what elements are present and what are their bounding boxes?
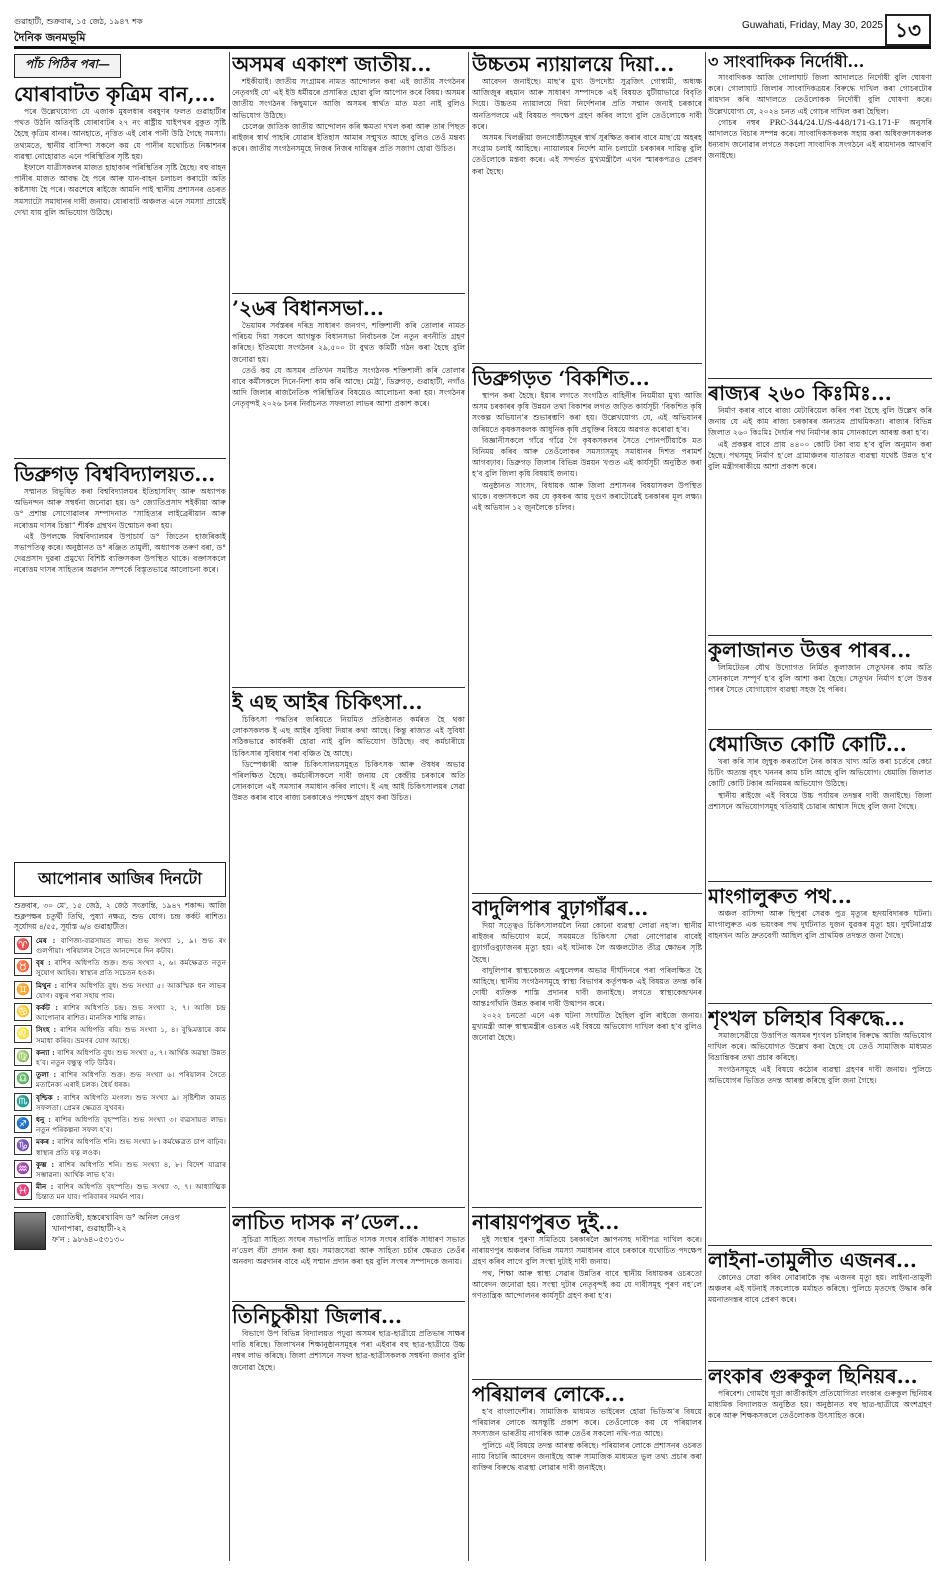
zodiac-forecast: ৰাশিৰ অধিপতি ৰবি। শুভ সংখ্যা ১, ৪। বুদ্ধিমত্তাৰে কাম সমাধা কৰিব। ভ্ৰমণৰ যোগ আছে। bbox=[36, 1025, 226, 1045]
paragraph: ইফালে যাত্ৰীসকলৰ মাজত হাহাকাৰ পৰিস্থিতিৰ সৃষ্টি হৈছে। বহু বাহন পানীৰ মাজত আবদ্ধ হৈ পৰে আৰু যান-বাহন চলাচল কৰাটো অতি কষ্টসাধ্য হৈ পৰে। অৱশেষে ৰাইজে আমনি পাই স্থানীয় প্ৰশাসনৰ ওচৰত সমস্যাটো সমাধানৰ দাবী জনায়। যোৰাবাট অঞ্চলত এনে সমস্যা প্ৰায়েই দেখা যায় বুলি অভিযোগ উঠিছে। bbox=[14, 163, 226, 217]
headline: তিনিচুকীয়া জিলাৰ... bbox=[232, 1304, 402, 1328]
paragraph: সুচিত্ৰা সাহিত্য সংঘৰ সভাপতি লাচিত দাসক সংঘৰ বাৰ্ষিক সাধাৰণ সভাত ন’ডেল বঁটা প্ৰদান কৰা হয়। সমাজসেৱা আৰু সাহিত্য চৰ্চাৰ ক্ষেত্ৰত তেওঁৰ অনবদ্য অৱদানৰ বাবে এই সম্মান প্ৰদান কৰা হয় বুলি সংঘৰ সম্পাদকে জনায়। bbox=[232, 1235, 465, 1267]
paragraph: আবেদন জনাইছে। মাছ’ৰ মুখ্য উপদেষ্টা সুব্ৰজিৎ গোস্বামী, অধ্যক্ষ আজিজুৰ ৰহমান আৰু সাধাৰণ সম্পাদকে এই বিষয়ত যুটীয়াভাৱে বিবৃতি দিয়ে। উচ্চতম ন্যায়ালয়ে দিয়া নিৰ্দেশনাৰ প্ৰতি সন্মান জনাই চৰকাৰে অনতিপলমে এই বিষয়ত পদক্ষেপ গ্ৰহণ কৰিব লাগে বুলি তেওঁলোকে দাবী কৰে। bbox=[472, 77, 702, 131]
paper-name: দৈনিক জনমভূমি bbox=[14, 31, 86, 44]
zodiac-forecast: ৰাশিৰ অধিপতি শনি। শুভ সংখ্যা ৪, ৮। বিদেশ যাত্ৰাৰ সম্ভাৱনা। আৰ্থিক লাভ হ’ব। bbox=[36, 1159, 226, 1180]
zodiac-name: কন্যা : bbox=[36, 1047, 55, 1057]
paragraph: বিভাগে উপ বিভিন্ন বিদ্যালয়ত পঢ়ুৱা অসমৰ ছাত্ৰ-ছাত্ৰীয়ে প্ৰতিভাৰ সাক্ষৰ দাঙি ধৰিছে। জিলাখনৰ শিক্ষানুষ্ঠানসমূহৰ পৰা এইবাৰ বহু ছাত্ৰ-ছাত্ৰীয়ে উচ্চ নম্বৰ লাভ কৰিছে। জিলা প্ৰশাসনে সফল ছাত্ৰ-ছাত্ৰীসকলক সম্বৰ্ধনা জনাব বুলি জনোৱা হৈছে। bbox=[232, 1329, 465, 1372]
paragraph: কোনেও সেৱা কৰিব নোৱাৰাকৈ বৃদ্ধ এজনৰ মৃত্যু হয়। লাইনা-তামুলী অঞ্চলৰ এই ঘটনাই সকলোকে মৰ্মাহত কৰিছে। পুলিচে মৃতদেহ উদ্ধাৰ কৰি ময়নাতদন্তৰ বাবে প্ৰেৰণ কৰে। bbox=[708, 1273, 932, 1305]
section-rule bbox=[708, 1361, 932, 1362]
headline: ৰাজ্যৰ ২৬০ কিঃমিঃ... bbox=[708, 381, 892, 405]
masthead bbox=[14, 14, 931, 44]
paragraph: তেওঁ কয় যে অসমৰ প্ৰতিখন সমষ্টিত সংগঠনক শক্তিশালী কৰি তোলাৰ বাবে কৰ্মীসকলে দিনে-নিশা কাম কৰি আছে। মেট্ৰ’, ডিব্ৰুগড়, গুৱাহাটী, নগাঁও আদি জিলাৰ ৰাজনৈতিক পৰিস্থিতিৰ বিষয়েও আলোচনা কৰা হয়। সংগঠনৰ নেতৃবৃন্দই ২০২৬ চনৰ নিৰ্বাচনত সফলতা লাভৰ আশা প্ৰকাশ কৰে। bbox=[232, 365, 465, 409]
section-rule bbox=[232, 293, 465, 294]
article-body bbox=[708, 1388, 932, 1422]
paragraph: দিয়া সত্ত্বেও চিকিৎসালয়লৈ নিয়া কোনো ব্যৱস্থা লোৱা নহ’ল। স্থানীয় ৰাইজৰ অভিযোগ মৰ্মে, সময়মতে চিকিৎসা সেৱা নোপোৱাৰ বাবেই বুঢ়াগাঁওবুঢ়াজনৰ মৃত্যু হয়। এই ঘটনাক লৈ অঞ্চলটোত তীব্ৰ ক্ষোভৰ সৃষ্টি হৈছে। bbox=[472, 921, 702, 964]
paragraph: এই উপলক্ষে বিশ্ববিদ্যালয়ৰ উপাচাৰ্য ড° জিতেন হাজৰিকাই সভাপতিত্ব কৰে। অনুষ্ঠানত ড° ৰঞ্জিত তামুলী, অধ্যাপক তৰুণ বৰা, ড° দেৱপ্ৰসাদ দুৱৰা প্ৰমুখ্যে বিশিষ্ট ব্যক্তিসকল উপস্থিত থাকে। বক্তাসকলে নৰোত্তম দাসৰ সাহিত্যৰ অৱদান সম্পৰ্কে বিস্তৃতভাৱে আলোচনা কৰে। bbox=[14, 531, 226, 575]
story bbox=[472, 1210, 702, 1378]
headline: ই এছ আইৰ চিকিৎসা... bbox=[232, 690, 423, 714]
headline: ডিব্ৰুগড় বিশ্ববিদ্যালয়ত... bbox=[14, 462, 216, 486]
headline: ’২৬ৰ বিধানসভা... bbox=[232, 296, 384, 320]
headline: লাইনা-তামুলীত এজনৰ... bbox=[708, 1248, 917, 1272]
zodiac-sign bbox=[14, 936, 226, 956]
paragraph: দুই সংস্থাৰ পুৰণা সমিতিয়ে চৰকাৰলৈ জ্ঞাপনসহ দাবীপত্ৰ দাখিল কৰে। নাৰায়ণপুৰ অঞ্চলৰ বিভিন্ন সমস্যা সমাধানৰ বাবে চৰকাৰে যথোচিত পদক্ষেপ গ্ৰহণ কৰিব লাগে বুলি সংস্থা দুটাই দাবী জনায়। bbox=[472, 1235, 702, 1267]
zodiac-name: কৰ্কট : bbox=[36, 1003, 58, 1012]
zodiac-sign bbox=[14, 1115, 226, 1135]
headline: ধেমাজিত কোটি কোটি... bbox=[708, 732, 907, 756]
zodiac-icon: ♐ bbox=[14, 1115, 32, 1133]
zodiac-text bbox=[36, 1160, 226, 1180]
column-divider bbox=[229, 52, 230, 1561]
paragraph: লিমিটেডৰ যৌথ উদ্যোগত নিৰ্মিত কুলাজান সেতুখনৰ কাম অতি সোনকালে সম্পূৰ্ণ হ’ব বুলি আশা কৰা হৈছে। সেতুখন নিৰ্মাণ হ’লে উত্তৰ পাৰৰ সৈতে যোগাযোগ ব্যৱস্থা সহজ হৈ পৰিব। bbox=[708, 663, 932, 695]
paragraph: সাংবাদিকক আজি গোলাঘাট জিলা আদালতে নিৰ্দোষী বুলি ঘোষণা কৰে। গোলাঘাট জিলাৰ সাংবাদিকত্ৰয়ৰ বিৰুদ্ধে দাখিল কৰা গোচৰটোৰ ৰায়দান কৰি আদালতে তেওঁলোকক নিৰ্দোষী বুলি ঘোষণা কৰে। উল্লেখযোগ্য যে, ২০২৪ চনত এই গোচৰ দাখিল কৰা হৈছিল। bbox=[708, 73, 932, 116]
headline: যোৰাবাটত কৃত্ৰিম বান,... bbox=[14, 82, 216, 106]
article-body bbox=[708, 405, 932, 472]
story bbox=[472, 366, 702, 892]
article-body bbox=[708, 756, 932, 812]
article-body bbox=[708, 1030, 932, 1086]
section-rule bbox=[472, 893, 702, 894]
zodiac-sign bbox=[14, 981, 226, 1001]
astrologer-phone: ফ'ন : ৯৮৬৪০৫৩১৩০ bbox=[52, 1234, 125, 1244]
paragraph: পৰে উল্লেখযোগ্য যে এজাক মুষলধাৰ বৰষুণৰ ফলত গুৱাহাটীৰ পথত উঠনি অতিবৃষ্টি যোৰাবাটৰ ২৭ নং ৰাষ্ট্ৰীয় ঘাইপথৰ বুকুত সৃষ্টি হৈছে কৃত্ৰিম বানৰ। আনহাতে, নৃত্তিত এই বোৰ পানী উঠি গৈছে সমস্যা। তথ্যমতে, স্থানীয় বাসিন্দা সকলে কয় যে পানীৰ যথোচিত নিষ্কাশনৰ ব্যৱস্থা নোহোৱাত এনে পৰিস্থিতিৰ সৃষ্টি হয়। bbox=[14, 107, 226, 161]
story bbox=[708, 1248, 932, 1360]
zodiac-sign bbox=[14, 1137, 226, 1157]
zodiac-forecast: ৰাশিৰ অধিপতি বুধ। শুভ সংখ্যা ৫। আকস্মিক ধন লাভৰ যোগ। বন্ধুৰ পৰা সহায় পাব। bbox=[36, 980, 226, 1000]
zodiac-name: মেষ : bbox=[36, 935, 56, 945]
paragraph: পৰিবেশ। গোমধৈ ঘূণ্ৰা কাৰ্তীকাইস প্ৰতিযোগিতা লংকাৰ গুৰুকুল ছিনিয়ৰ মাধ্যমিক বিদ্যালয়ত অনুষ্ঠিত হয়। অনুষ্ঠানত বহু ছাত্ৰ-ছাত্ৰীয়ে অংশগ্ৰহণ কৰে আৰু শিক্ষকসকলে তেওঁলোকক উৎসাহিত কৰে। bbox=[708, 1389, 932, 1421]
continued-kicker: পাঁচ পিঠিৰ পৰা— bbox=[14, 54, 121, 78]
local-date: গুৱাহাটী, শুক্ৰবাৰ, ১৫ জেঠ, ১৯৪৭ শক bbox=[14, 17, 143, 26]
story bbox=[14, 462, 226, 860]
zodiac-text bbox=[36, 1093, 226, 1113]
headline: লাচিত দাসক ন’ডেল... bbox=[232, 1210, 420, 1234]
headline: অসমৰ একাংশ জাতীয়... bbox=[232, 52, 432, 76]
paragraph: চিকিৎসা পদ্ধতিৰ জৰিয়তে নিয়মিত প্ৰতিষ্ঠানত কৰ্মৰত হৈ থকা লোকসকলক ই এছ আইৰ সুবিধা দিয়াৰ কথা আছে। কিন্তু ৰাজ্যত এই সুবিধা সঠিকভাৱে কাৰ্যকৰী হোৱা নাই বুলি অভিযোগ উঠিছে। বহু কৰ্মচাৰীয়ে চিকিৎসাৰ সুবিধাৰ পৰা বঞ্চিত হৈ আছে। bbox=[232, 715, 465, 758]
section-rule bbox=[232, 1207, 465, 1208]
zodiac-forecast: বাণিজ্য-ব্যৱসায়ত লাভ। শুভ সংখ্যা ১, ৯। শুভ ৰং গুলপীয়া। পৰিয়ালৰ সৈতে আনন্দেৰে দিন কটাব। bbox=[36, 935, 226, 955]
paragraph: স্থানীয় ৰাইজে এই বিষয়ে উচ্চ পৰ্যায়ৰ তদন্তৰ দাবী জনাইছে। জিলা প্ৰশাসনে অভিযোগসমূহ খতিয়াই চোৱাৰ আশ্বাস দিছে বুলি জনা গৈছে। bbox=[708, 790, 932, 811]
article-body bbox=[472, 390, 702, 513]
zodiac-icon: ♋ bbox=[14, 1003, 32, 1021]
article-body bbox=[14, 486, 226, 576]
section-rule bbox=[472, 363, 702, 364]
column-divider bbox=[705, 52, 706, 1561]
article-body bbox=[708, 908, 932, 942]
paragraph: সংগঠনসমূহে এই বিষয়ে কঠোৰ ব্যৱস্থা গ্ৰহণৰ দাবী জনায়। পুলিচে অভিযোগৰ ভিত্তিত তদন্ত আৰম্ভ কৰিছে বুলি জনা গৈছে। bbox=[708, 1064, 932, 1085]
zodiac-name: বৃষ : bbox=[36, 958, 51, 968]
paragraph: নিৰ্মাণ কৰাৰ বাবে ৰাজ্য মেটাৰিয়েল কৰিব পৰা হৈছে বুলি উল্লেখ কৰি জনায় যে এই কাম ৰাজ্য চৰকাৰৰ অন্যতম প্ৰাথমিকতা। ৰাজ্যৰ বিভিন্ন জিলাত ২৬০ কিঃমিঃ দৈৰ্ঘ্যৰ পথ নিৰ্মাণৰ কাম সোনকালে আৰম্ভ কৰা হ’ব। bbox=[708, 406, 932, 438]
zodiac-forecast: ৰাশিৰ অধিপতি শনি। শুভ সংখ্যা ৮। কৰ্মক্ষেত্ৰত চাপ বাঢ়িব। স্বাস্থ্যৰ প্ৰতি যত্ন লওক। bbox=[36, 1137, 226, 1157]
paragraph: এই প্ৰকল্পৰ বাবে প্ৰায় ৪৪০০ কোটি টকা ব্যয় হ’ব বুলি অনুমান কৰা হৈছে। পথসমূহ নিৰ্মাণ হ’লে গ্ৰামাঞ্চলৰ যাতায়ত ব্যৱস্থা যথেষ্ট উন্নত হ’ব বুলি মন্ত্ৰীগৰাকীয়ে আশা প্ৰকাশ কৰে। bbox=[708, 439, 932, 472]
article-body bbox=[14, 106, 226, 218]
english-date: Guwahati, Friday, May 30, 2025 bbox=[742, 20, 883, 31]
zodiac-icon: ♎ bbox=[14, 1070, 32, 1088]
story bbox=[708, 1364, 932, 1561]
zodiac-forecast: ৰাশিৰ অধিপতি চন্দ্ৰ। শুভ সংখ্যা ২, ৭। আজি চন্দ্ৰ আপোনাৰ ৰাশিত। মানসিক শান্তি লাভ। bbox=[36, 1003, 226, 1023]
story bbox=[708, 884, 932, 1002]
zodiac-forecast: ৰাশিৰ অধিপতি বৃহস্পতি। শুভ সংখ্যা ৩, ৭। আধ্যাত্মিক চিন্তাত মন যাব। পৰিবাৰৰ সমৰ্থন পাব। bbox=[36, 1182, 226, 1202]
headline: উচ্চতম ন্যায়ালয়ে দিয়া... bbox=[472, 52, 675, 76]
story bbox=[708, 1006, 932, 1244]
story bbox=[232, 1210, 465, 1300]
zodiac-text bbox=[36, 1182, 226, 1202]
paragraph: গোচৰ নম্বৰ PRC-344/24.U/S-448/171-G.171-F অনুসৰি আদালতে বিচাৰ সম্পন্ন কৰে। সাংবাদিকসকলক সহায় কৰা অধিবক্তাসকলক ধন্যবাদ জনোৱাৰ লগতে সকলো সাংবাদিক সংগঠনে এই ৰায়দানক আদৰণি জনাইছে। bbox=[708, 117, 932, 161]
story bbox=[472, 896, 702, 1206]
article-body bbox=[472, 1406, 702, 1473]
page-number: ১৩ bbox=[885, 14, 931, 46]
paragraph: ২০২২ চনতো এনে এক ঘটনা সংঘটিত হৈছিল বুলি ৰাইজে জনায়। মুখ্যমন্ত্ৰী আৰু স্বাস্থ্যমন্ত্ৰীৰ ওচৰত এই বিষয়ে অভিযোগ দাখিল কৰা হ’ব বুলিও জনোৱা হৈছে। bbox=[472, 1010, 702, 1043]
zodiac-text bbox=[36, 1137, 226, 1157]
section-rule bbox=[232, 687, 465, 688]
zodiac-name: মকৰ : bbox=[36, 1137, 55, 1147]
column-3 bbox=[472, 52, 702, 1561]
zodiac-icon: ♓ bbox=[14, 1182, 32, 1200]
zodiac-icon: ♒ bbox=[14, 1160, 32, 1178]
zodiac-icon: ♑ bbox=[14, 1137, 32, 1155]
story bbox=[472, 52, 702, 362]
section-rule bbox=[708, 1245, 932, 1246]
headline: নাৰায়ণপুৰত দুই... bbox=[472, 1210, 620, 1234]
zodiac-icon: ♏ bbox=[14, 1093, 32, 1111]
paragraph: বাদুলিপাৰ স্বাস্থ্যকেন্দ্ৰত এম্বুলেন্সৰ অভাৱ দীৰ্ঘদিনৰে পৰা পৰিলক্ষিত হৈ আহিছে। স্থানীয় সংগঠনসমূহে স্বাস্থ্য বিভাগৰ কৰ্তৃপক্ষক এই বিষয়ত তদন্ত কৰি দোষী ব্যক্তিক শাস্তি প্ৰদানৰ দাবী জনাইছে। লগতে স্বাস্থ্যকেন্দ্ৰখনৰ আন্তঃগাঁথনি উন্নত কৰাৰ দাবী উত্থাপন কৰে। bbox=[472, 965, 702, 1009]
paragraph: সমাজসেৱীয়ে উত্তাপিত অসমৰ শৃংখল চলিহাৰ বিৰুদ্ধে আজি অভিযোগ দাখিল কৰে। অভিযোগত উল্লেখ কৰা হৈছে যে তেওঁ সামাজিক মাধ্যমত বিভ্ৰান্তিকৰ তথ্য প্ৰচাৰ কৰিছে। bbox=[708, 1031, 932, 1063]
section-rule bbox=[708, 1003, 932, 1004]
section-rule bbox=[708, 635, 932, 636]
column-divider bbox=[468, 52, 469, 1561]
section-rule bbox=[708, 729, 932, 730]
zodiac-list bbox=[14, 936, 226, 1203]
section-rule bbox=[708, 378, 932, 379]
paragraph: সম্মানত বিভূষিত কৰা বিশ্ববিদ্যালয়ৰ ইতিহাসবিদ্ আৰু অধ্যাপক অভিনন্দন আৰু সম্বৰ্ধনা জনোৱা হয়। ড° জ্যোতিপ্ৰসাদ শইকীয়া আৰু ড° প্ৰশান্ত সোণোৱালৰ সম্পাদনাত “সাহিত্যৰ লাইব্ৰেৰীয়ান আৰু নৰোত্তম দাসৰ চিন্তা” শীৰ্ষক গ্ৰন্থখন উন্মোচন কৰা হয়। bbox=[14, 487, 226, 530]
astrologer-info bbox=[14, 1207, 226, 1250]
column-1 bbox=[14, 52, 226, 1561]
zodiac-name: সিংহ : bbox=[36, 1025, 57, 1035]
headline: বাদুলিপাৰ বুঢ়াগাঁৱৰ... bbox=[472, 896, 649, 920]
headline: কুলাজানত উত্তৰ পাৰৰ... bbox=[708, 638, 912, 662]
zodiac-sign bbox=[14, 958, 226, 978]
horoscope-intro: শুক্ৰবাৰ, ৩০ মে', ১৫ জেঠ, ২ জেঠ সংক্ৰান্তি, ১৯৪৭ শকাব্দ। আজি শুক্লপক্ষৰ চতুৰ্থী তিথি, পুষ্যা নক্ষত্ৰ, শুভ যোগ। চন্দ্ৰ কৰ্কট ৰাশিত। সূৰ্যোদয় ৪/৫৫, সূৰ্যাস্ত ৬/৪ গুৱাহাটীত। bbox=[14, 901, 226, 932]
zodiac-forecast: ৰাশিৰ অধিপতি বুধ। শুভ সংখ্যা ৫, ৭। আৰ্থিক অৱস্থা উন্নত হ’ব। নতুন বন্ধুত্ব গঢ়ি উঠিব। bbox=[36, 1047, 226, 1068]
zodiac-sign bbox=[14, 1160, 226, 1180]
paragraph: চেলেঞ্জ জাতিক জাতীয় আন্দোলন কৰি ক্ষমতা দখল কৰা আৰু তাৰ পিছত ৰাইজৰ স্বাৰ্থ পাহৰি যোৱাৰ ইতিহাস আমাৰ সন্মুখত আছে বুলিও তেওঁ মন্তব্য কৰে। জাতীয় সংগঠনসমূহে নিজৰ নিজৰ দায়িত্বৰ প্ৰতি সজাগ হোৱা উচিত। bbox=[232, 121, 465, 154]
story bbox=[708, 381, 932, 634]
zodiac-sign bbox=[14, 1182, 226, 1202]
paragraph: হ’ব বাংলাদেশীৰ। সামাজিক মাধ্যমত ভাইৰেল হোৱা ভিডিঅ’ৰ বিষয়ে পৰিয়ালৰ লোকে অসন্তুষ্টি প্ৰকাশ কৰে। তেওঁলোকে কয় যে পৰিয়ালৰ সদস্যজন ভাৰতীয় নাগৰিক আৰু তেওঁৰ সকলো নথি-পত্ৰ আছে। bbox=[472, 1407, 702, 1439]
zodiac-forecast: ৰাশিৰ অধিপতি মংগল। শুভ সংখ্যা ৯। সৃষ্টিশীল কামত সফলতা। প্ৰেমৰ ক্ষেত্ৰত সুখবৰ। bbox=[36, 1092, 226, 1112]
paragraph: স্থাপন কৰা হৈছে। ইয়াৰ লগতে সংগঠিত বাহিনীৰ নিয়মীয়া মুখ্য আজি অসম চৰকাৰৰ কৃষি উন্নয়ন তথা বিকাশৰ লগত জড়িত কাৰ্যসূচী ‘বিকশিত কৃষি সংকল্প অভিযান’ৰ শুভাৰম্ভণি কৰা হয়। উল্লেখযোগ্য যে, এই অভিযানৰ জৰিয়তে কৃষকসকলক আধুনিক কৃষি প্ৰযুক্তিৰ বিষয়ে অৱগত কৰোৱা হ’ব। bbox=[472, 391, 702, 434]
masthead-rule bbox=[14, 46, 931, 49]
headline: ৩ সাংবাদিকক নিৰ্দোষী... bbox=[708, 52, 865, 71]
section-rule bbox=[472, 1379, 702, 1380]
paragraph: অঞ্চল বাসিন্দা আৰু ছিপুৰা সেৱক পুত্ৰ মৃত্যুৰ হৃদয়বিদাৰক ঘটনা। মাংগালুৰুত এক ভয়ংকৰ পথ দুৰ্ঘটনাত দুজন যুৱকৰ মৃত্যু হয়। দুৰ্ঘটনাগ্ৰস্ত বাহনখন অতি দ্ৰুতবেগী আছিল বুলি প্ৰাথমিক তদন্তত জনা গৈছে। bbox=[708, 909, 932, 941]
headline: শৃংখল চলিহাৰ বিৰুদ্ধে... bbox=[708, 1006, 905, 1030]
story bbox=[708, 638, 932, 728]
astrologer-details bbox=[52, 1212, 180, 1250]
paragraph: ভৈয়ামৰ সৰ্বস্তৰৰ দৰিদ্ৰ সাধাৰণ জনগণ, শক্তিশালী কৰি তোলাৰ নামত পৰিচয় দিয়া সকলে আগন্তুক বিধানসভা নিৰ্বাচনক লৈ নতুন ৰণনীতি গ্ৰহণ কৰিছে। ইতিমধ্যে সংগঠনৰ ২৯,৫০০ টা বুথত কমিটী গঠন কৰা হৈছে বুলি জনোৱা হয়। bbox=[232, 321, 465, 364]
article-body bbox=[472, 76, 702, 177]
paragraph: শইকীয়াই। জাতীয় সংগ্ৰামৰ নামত আন্দোলন কৰা এই জাতীয় সংগঠনৰ নেতৃবৰ্গই যে’ এই ইউ ধৰ্মীয়ৰে প্ৰসাৰিত হোৱা বুলি আপোন কৰে বিষয়। অসমৰ জাতীয় সংগঠনৰ কিছুমানে আজি অসমৰ স্বাৰ্থত মাত মতা নাই বুলিও অভিযোগ উঠিছে। bbox=[232, 77, 465, 120]
astrologer-address: খানাপাৰা, গুৱাহাটী-২২ bbox=[52, 1223, 127, 1233]
zodiac-text bbox=[36, 981, 226, 1001]
zodiac-text bbox=[36, 936, 226, 956]
article-body bbox=[232, 1328, 465, 1373]
zodiac-text bbox=[36, 1025, 226, 1045]
zodiac-icon: ♌ bbox=[14, 1025, 32, 1043]
zodiac-sign bbox=[14, 1070, 226, 1090]
story bbox=[708, 732, 932, 880]
article-body bbox=[232, 76, 465, 154]
zodiac-forecast: ৰাশিৰ অধিপতি শুক্ৰ। শুভ সংখ্যা ৬। পৰিয়ালৰ সৈতে মতানৈক্য এৰাই চলক। ধৈৰ্য ধৰক। bbox=[36, 1070, 226, 1090]
paragraph: পথ, শিক্ষা আৰু স্বাস্থ্য সেৱাৰ উন্নতিৰ বাবে স্থানীয় বিধায়কৰ ওচৰতো আবেদন জনোৱা হয়। সংস্থা দুটাৰ নেতৃবৃন্দই কয় যে দাবীসমূহ পূৰণ নহ’লে গণতান্ত্ৰিক আন্দোলনৰ কাৰ্যসূচী গ্ৰহণ কৰা হ’ব। bbox=[472, 1268, 702, 1301]
section-rule bbox=[472, 1207, 702, 1208]
story bbox=[232, 52, 465, 292]
column-2 bbox=[232, 52, 465, 1561]
zodiac-name: মীন : bbox=[36, 1182, 54, 1192]
paragraph: বিজ্ঞানীসকলে গাঁৱে গাঁৱে গৈ কৃষকসকলৰ সৈতে পোনপটীয়াকৈ মত বিনিময় কৰিব আৰু তেওঁলোকৰ সমস্যাসমূহ সমাধানৰ দিশত পৰামৰ্শ আগবঢ়াব। ডিব্ৰুগড় জিলাৰ বিভিন্ন উন্নয়ন খণ্ডত এই কাৰ্যসূচী অনুষ্ঠিত কৰা হ’ব বুলি জিলা কৃষি বিষয়াই জনায়। bbox=[472, 435, 702, 479]
zodiac-text bbox=[36, 1003, 226, 1023]
zodiac-sign bbox=[14, 1048, 226, 1068]
article-body bbox=[472, 920, 702, 1043]
horoscope-box bbox=[14, 862, 226, 1561]
story bbox=[232, 1304, 465, 1561]
article-body bbox=[472, 1234, 702, 1301]
zodiac-icon: ♍ bbox=[14, 1048, 32, 1066]
article-body bbox=[232, 320, 465, 410]
zodiac-forecast: ৰাশিৰ অধিপতি বৃহস্পতি। শুভ সংখ্যা ৩। ব্যৱসায়ত লাভ। নতুন পৰিকল্পনা সফল হ’ব। bbox=[36, 1115, 226, 1135]
zodiac-icon: ♈ bbox=[14, 936, 32, 954]
horoscope-title: আপোনাৰ আজিৰ দিনটো bbox=[14, 862, 226, 897]
column-4 bbox=[708, 52, 932, 1561]
article-body bbox=[708, 1272, 932, 1306]
section-rule bbox=[14, 458, 226, 459]
paragraph: ডিস্পেঞ্চাৰী আৰু চিকিৎসালয়সমূহত চিকিৎসক আৰু ঔষধৰ অভাৱ পৰিলক্ষিত হৈছে। কৰ্মচাৰীসকলে দাবী জনায় যে কেন্দ্ৰীয় চৰকাৰে অতি সোনকালে এই সমস্যাৰ সমাধান কৰিব লাগে। ই এছ আই চিকিৎসালয়ৰ সেৱা উন্নত কৰাৰ বাবে ৰাজ্য চৰকাৰেও পদক্ষেপ গ্ৰহণ কৰা উচিত। bbox=[232, 759, 465, 803]
article-body bbox=[708, 662, 932, 696]
zodiac-icon: ♉ bbox=[14, 958, 32, 976]
zodiac-text bbox=[36, 1070, 226, 1090]
story bbox=[472, 1382, 702, 1561]
zodiac-name: ধনু : bbox=[36, 1115, 51, 1125]
headline: লংকাৰ গুৰুকুল ছিনিয়ৰ... bbox=[708, 1364, 918, 1388]
headline: মাংগালুৰুত পথ... bbox=[708, 884, 852, 908]
headline: পৰিয়ালৰ লোকে... bbox=[472, 1382, 626, 1406]
zodiac-icon: ♊ bbox=[14, 981, 32, 999]
paragraph: পুলিচে এই বিষয়ে তদন্ত আৰম্ভ কৰিছে। পৰিয়ালৰ লোকে প্ৰশাসনৰ ওচৰত ন্যায় বিচাৰি আবেদন জনাইছে আৰু সামাজিক মাধ্যমত ভুল তথ্য প্ৰচাৰ কৰা ব্যক্তিৰ বিৰুদ্ধে ব্যৱস্থা লোৱাৰ দাবী জনাইছে। bbox=[472, 1440, 702, 1473]
astrologer-photo bbox=[14, 1212, 46, 1250]
section-rule bbox=[708, 881, 932, 882]
zodiac-forecast: ৰাশিৰ অধিপতি শুক্ৰ। শুভ সংখ্যা ২, ৬। কৰ্মক্ষেত্ৰত নতুন সুযোগ আহিব। স্বাস্থ্যৰ প্ৰতি সচেতন হওক। bbox=[36, 958, 226, 978]
paragraph: অনুষ্ঠানত সাংসদ, বিধায়ক আৰু জিলা প্ৰশাসনৰ বিষয়াসকল উপস্থিত থাকে। বক্তাসকলে কয় যে কৃষকৰ আয় দুগুণ কৰাটোৱেই চৰকাৰৰ মূল লক্ষ্য। এই অভিযান ১২ জুনলৈকে চলিব। bbox=[472, 480, 702, 513]
zodiac-sign bbox=[14, 1093, 226, 1113]
headline: ডিব্ৰুগড়ত ‘বিকশিত... bbox=[472, 366, 650, 390]
section-rule bbox=[232, 1301, 465, 1302]
zodiac-sign bbox=[14, 1025, 226, 1045]
zodiac-text bbox=[36, 1115, 226, 1135]
story bbox=[14, 52, 226, 457]
article-body bbox=[232, 714, 465, 804]
paragraph: খৰা কৰি সাৰ জুম্বুক কৰতালৈ নৈৰ কাষত খাদ্য অতি কৰা চৰ্তেৰে কেচা চিটিং অত্যন্ত বৃহৎ খননৰ কাম চলি আছে বুলি অভিযোগ। ধেমাজি জিলাত কোটি কোটি টকাৰ অনিয়মৰ অভিযোগ উঠিছে। bbox=[708, 757, 932, 789]
astrologer-name: জ্যোতিষী, হস্তৰেখাবিদ ড° অনিল নেওগ bbox=[52, 1212, 180, 1222]
story bbox=[232, 690, 465, 1206]
zodiac-name: বৃশ্চিক : bbox=[36, 1092, 60, 1102]
story bbox=[232, 296, 465, 686]
zodiac-text bbox=[36, 958, 226, 978]
zodiac-text bbox=[36, 1048, 226, 1068]
zodiac-name: মিথুন : bbox=[36, 980, 58, 990]
article-body bbox=[708, 72, 932, 162]
zodiac-name: তুলা : bbox=[36, 1070, 57, 1080]
paragraph: অসমৰ খিলঞ্জীয়া জনগোষ্ঠীসমূহৰ স্বাৰ্থ সুৰক্ষিত কৰাৰ বাবে মাছ’য়ে অহৰহ সংগ্ৰাম চলাই আহিছে। ন্যায়ালয়ৰ নিৰ্দেশ মানি চলাটো চৰকাৰৰ দায়িত্ব বুলি তেওঁলোকে মন্তব্য কৰে। এই সন্দৰ্ভত মুখ্যমন্ত্ৰীলৈ এখন স্মাৰকপত্ৰও প্ৰেৰণ কৰা হৈছে। bbox=[472, 133, 702, 176]
zodiac-name: কুম্ভ : bbox=[36, 1159, 55, 1169]
article-body bbox=[232, 1234, 465, 1268]
story bbox=[708, 52, 932, 377]
zodiac-sign bbox=[14, 1003, 226, 1023]
